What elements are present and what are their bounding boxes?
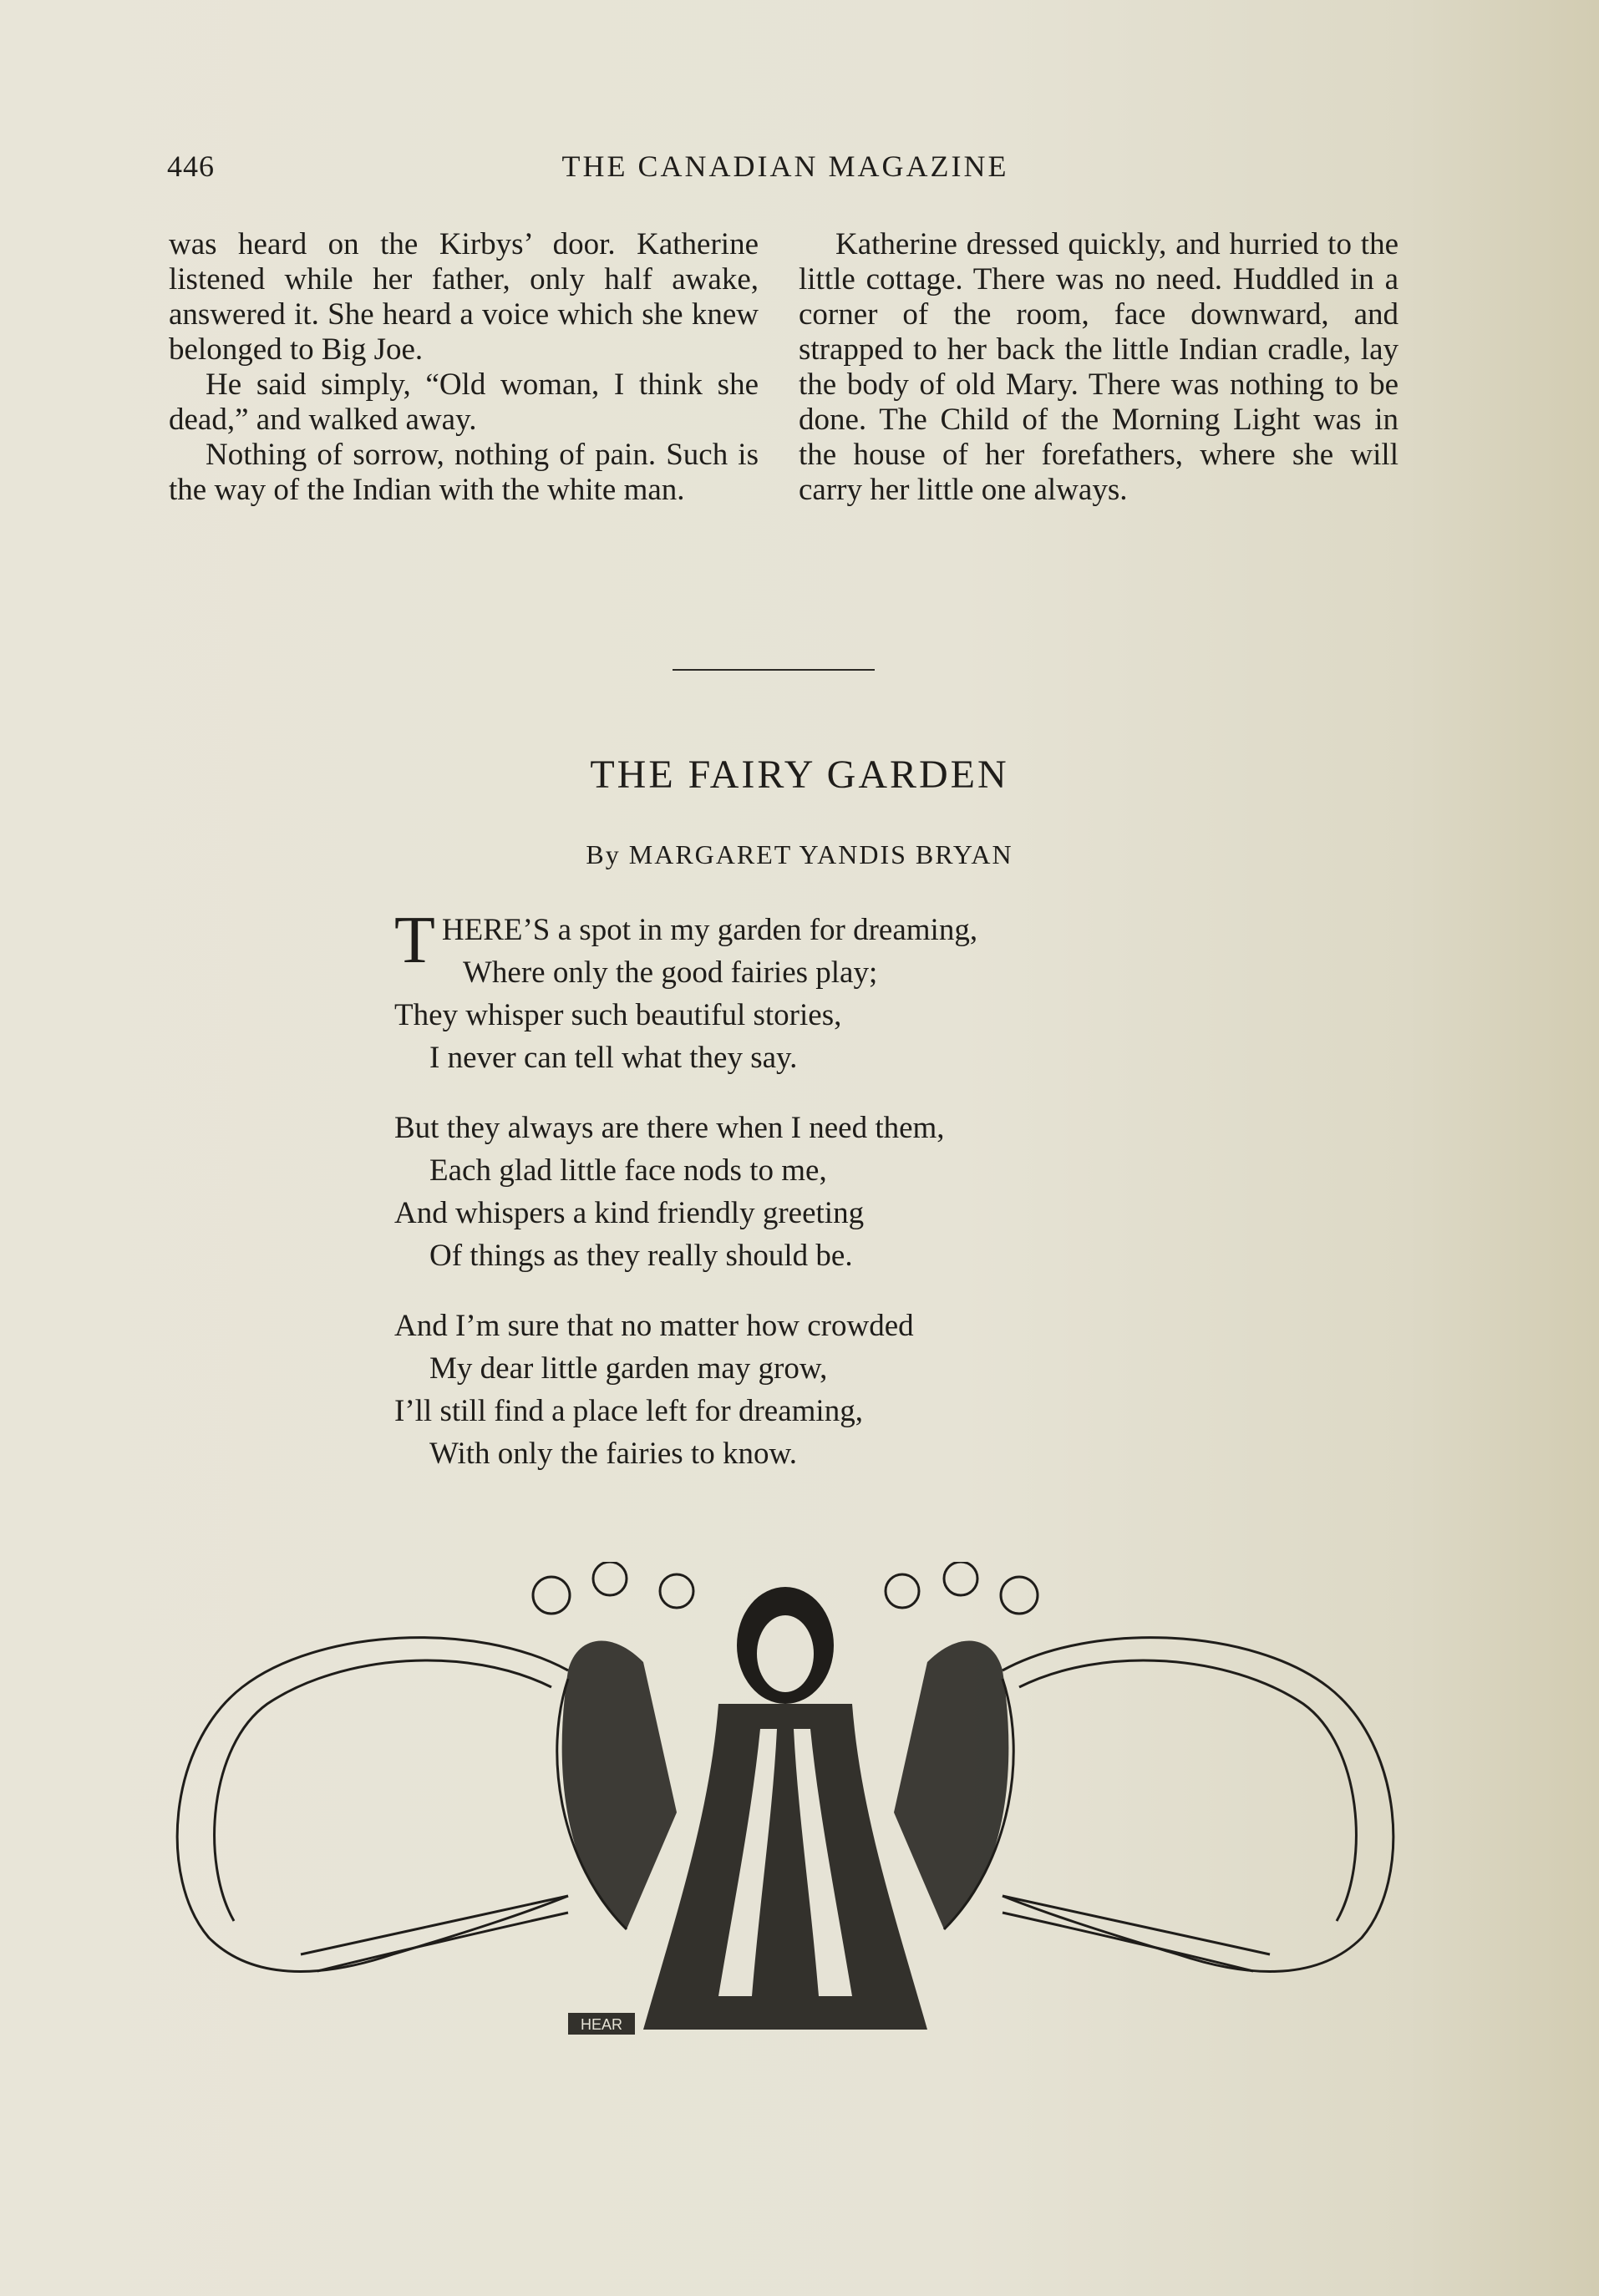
poem-line: My dear little garden may grow,	[429, 1351, 828, 1386]
section-divider	[673, 669, 875, 671]
page-number: 446	[167, 150, 215, 183]
poem-line: Of things as they really should be.	[429, 1239, 853, 1273]
byline-prefix: By	[586, 839, 621, 869]
stanza-3	[394, 1305, 1230, 1475]
running-title: THE CANADIAN MAGAZINE	[561, 150, 1009, 183]
poem-line: With only the fairies to know.	[429, 1437, 798, 1471]
left-column	[169, 227, 759, 508]
poem-line: They whisper such beautiful stories,	[394, 998, 842, 1032]
poem-line: But they always are there when I need them,	[394, 1111, 945, 1145]
paragraph: He said simply, “Old woman, I think she dead,” and walked away.	[169, 367, 759, 437]
stanza-2	[394, 1107, 1230, 1277]
drop-cap: T	[394, 904, 435, 977]
poem-title: THE FAIRY GARDEN	[590, 753, 1009, 797]
poem-line: Where only the good fairies play;	[463, 955, 878, 990]
fairy-ornament-icon	[175, 1562, 1395, 2096]
poem-line: Each glad little face nods to me,	[429, 1153, 827, 1188]
poem-byline	[0, 839, 1599, 870]
poem-line: And whispers a kind friendly greeting	[394, 1196, 865, 1230]
poem-line: And I’m sure that no matter how crowded	[394, 1309, 914, 1343]
drop-cap-lines	[394, 904, 1230, 994]
ornament-monogram: HEAR	[580, 2016, 623, 2033]
poem-line: I never can tell what they say.	[429, 1041, 798, 1075]
right-column	[799, 227, 1398, 508]
poem-line: I’ll still find a place left for dreaming,	[394, 1394, 863, 1428]
paragraph: was heard on the Kirbys’ door. Katherine listened while her father, only half awake, answered it. She heard a voice which she knew belonged to Big Joe.	[169, 227, 759, 367]
page-header	[167, 149, 1404, 190]
poem-line: HERE’S a spot in my garden for dreaming,	[441, 913, 978, 947]
stanza-1	[394, 904, 1230, 1079]
paragraph: Katherine dressed quickly, and hurried to the little cottage. There was no need. Huddled in a corner of the room, face downward, and strapped to her back the little Indian cradle, lay the body of old Mary. There was nothing to be done. The Child of the Morning Light was in the house of her forefathers, where she will carry her little one always.	[799, 227, 1398, 507]
poem-body	[394, 904, 1230, 1503]
author-name: MARGARET YANDIS BRYAN	[628, 839, 1013, 869]
paragraph: Nothing of sorrow, nothing of pain. Such is the way of the Indian with the white man.	[169, 438, 759, 507]
